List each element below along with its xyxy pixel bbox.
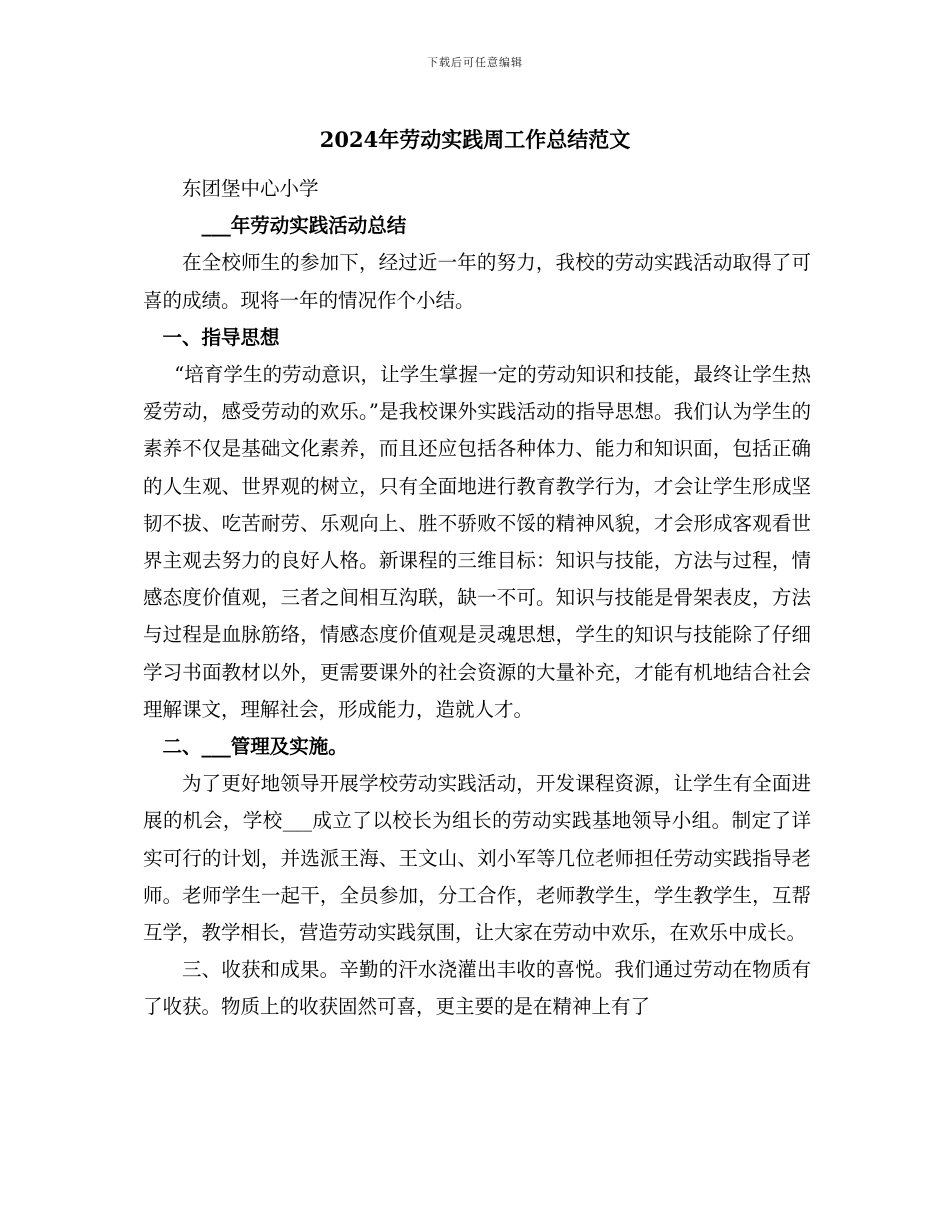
document-body (143, 170, 811, 1026)
page-header-note: 下载后可任意编辑 (427, 56, 523, 69)
section2-heading: 二、___管理及实施。 (162, 735, 348, 759)
document-title: 2024年劳动实践周工作总结范文 (319, 127, 631, 152)
intro-paragraph: 在全校师生的参加下，经过近一年的努力，我校的劳动实践活动取得了可喜的成绩。现将一年的情况作个小结。 (143, 251, 811, 312)
section1-paragraph: “培育学生的劳动意识，让学生掌握一定的劳动知识和技能，最终让学生热爱劳动，感受劳动的欢乐。”是我校课外实践活动的指导思想。我们认为学生的素养不仅是基础文化素养，而且还应包括各种体力、能力和知识面，包括正确的人生观、世界观的树立，只有全面地进行教育教学行为，才会让学生形成坚韧不拔、吃苦耐劳、乐观向上、胜不骄败不馁的精神风貌，才会形成客观看世界主观去努力的良好人格。新课程的三维目标：知识与技能，方法与过程，情感态度价值观，三者之间相互沟联，缺一不可。知识与技能是骨架表皮，方法与过程是血脉筋络，情感态度价值观是灵魂思想，学生的知识与技能除了仔细学习书面教材以外，更需要课外的社会资源的大量补充，才能有机地结合社会理解课文，理解社会，形成能力，造就人才。 (143, 363, 811, 721)
section2-paragraph: 为了更好地领导开展学校劳动实践活动，开发课程资源，让学生有全面进展的机会，学校___成立了以校长为组长的劳动实践基地领导小组。制定了详实可行的计划，并选派王海、王文山、刘小军等几位老师担任劳动实践指导老师。老师学生一起干，全员参加，分工合作，老师教学生，学生教学生，互帮互学，教学相长，营造劳动实践氛围，让大家在劳动中欢乐，在欢乐中成长。 (143, 772, 811, 945)
school-name: 东团堡中心小学 (182, 177, 319, 200)
document-subtitle: ___年劳动实践活动总结 (201, 214, 407, 238)
section1-heading: 一、指导思想 (162, 325, 280, 349)
section3-paragraph: 三、收获和成果。辛勤的汗水浇灌出丰收的喜悦。我们通过劳动在物质有了收获。物质上的收获固然可喜，更主要的是在精神上有了 (143, 958, 811, 1019)
